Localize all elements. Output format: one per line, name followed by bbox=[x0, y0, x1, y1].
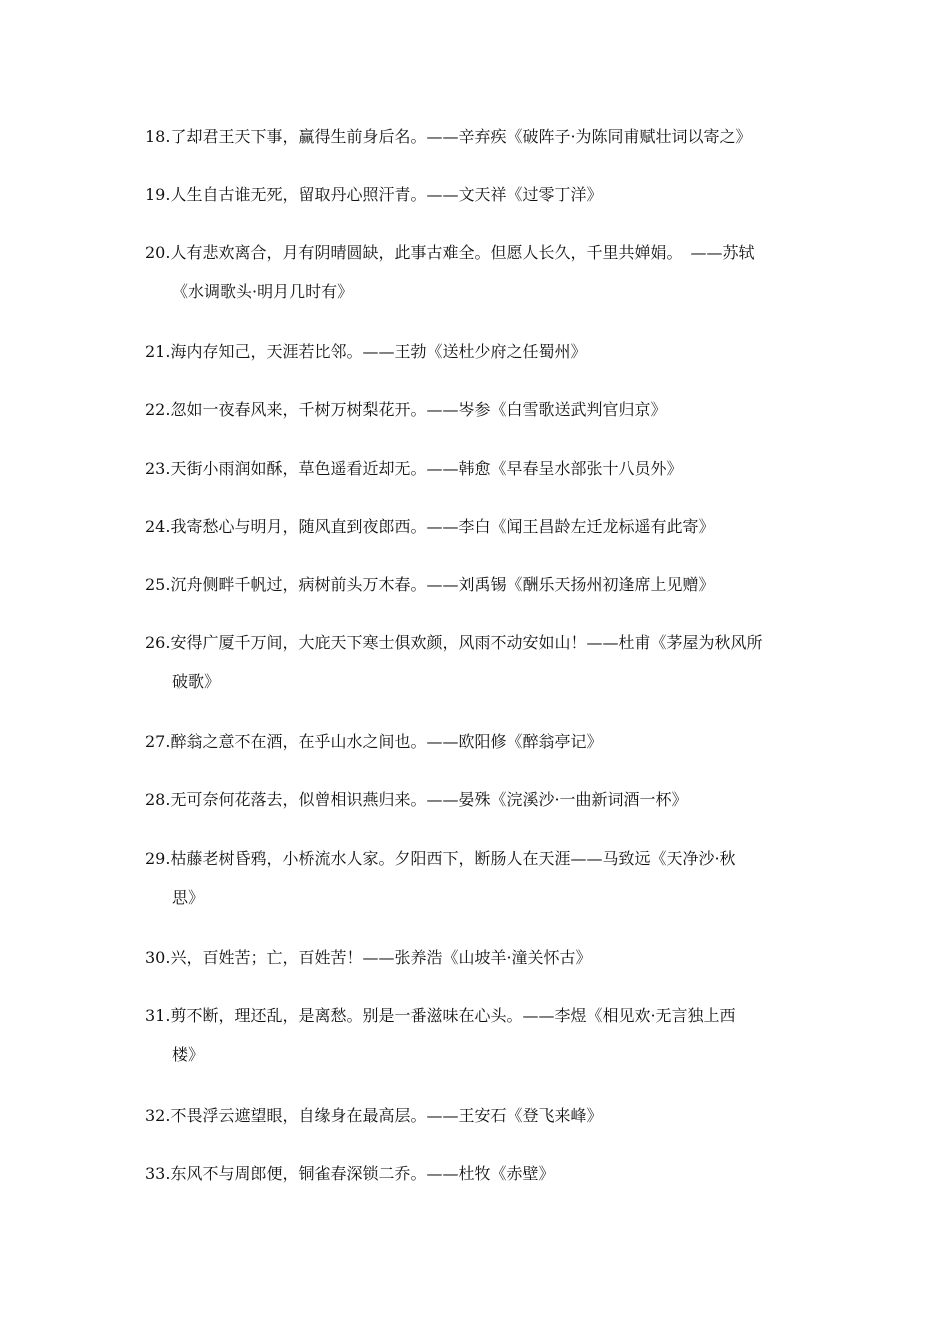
item-text: 人有悲欢离合，月有阴晴圆缺，此事古难全。但愿人长久，千里共婵娟。 ——苏轼 bbox=[170, 243, 755, 262]
item-text: 枯藤老树昏鸦，小桥流水人家。夕阳西下，断肠人在天涯——马致远《天净沙·秋 bbox=[170, 849, 736, 868]
item-number: 30. bbox=[145, 948, 171, 967]
item-text: 海内存知己，天涯若比邻。——王勃《送杜少府之任蜀州》 bbox=[170, 342, 587, 361]
poem-item-31 bbox=[145, 1001, 810, 1070]
poem-item-27 bbox=[145, 727, 810, 757]
poem-item-32 bbox=[145, 1101, 810, 1131]
item-number: 27. bbox=[145, 732, 171, 751]
poem-item-33 bbox=[145, 1159, 810, 1189]
item-number: 29. bbox=[145, 849, 171, 868]
poem-item-26 bbox=[145, 628, 810, 697]
poem-item-19 bbox=[145, 180, 810, 210]
poem-item-25 bbox=[145, 570, 810, 600]
item-text-continuation: 楼》 bbox=[172, 1045, 205, 1064]
item-text: 安得广厦千万间，大庇天下寒士俱欢颜，风雨不动安如山！——杜甫《茅屋为秋风所 bbox=[170, 633, 763, 652]
poem-item-23 bbox=[145, 454, 810, 484]
poem-item-29 bbox=[145, 844, 810, 913]
item-number: 19. bbox=[145, 185, 171, 204]
poem-item-21 bbox=[145, 337, 810, 367]
item-number: 24. bbox=[145, 517, 171, 536]
poem-item-24 bbox=[145, 512, 810, 542]
item-number: 26. bbox=[145, 633, 171, 652]
item-number: 25. bbox=[145, 575, 171, 594]
item-text: 醉翁之意不在酒，在乎山水之间也。——欧阳修《醉翁亭记》 bbox=[170, 732, 603, 751]
item-text-continuation: 思》 bbox=[172, 888, 205, 907]
item-number: 33. bbox=[145, 1164, 171, 1183]
item-number: 20. bbox=[145, 243, 171, 262]
item-number: 22. bbox=[145, 400, 171, 419]
poem-item-30 bbox=[145, 943, 810, 973]
item-text: 无可奈何花落去，似曾相识燕归来。——晏殊《浣溪沙·一曲新词酒一杯》 bbox=[170, 790, 688, 809]
item-number: 23. bbox=[145, 459, 171, 478]
item-text: 天街小雨润如酥，草色遥看近却无。——韩愈《早春呈水部张十八员外》 bbox=[170, 459, 683, 478]
poem-item-18 bbox=[145, 122, 810, 152]
item-text: 兴，百姓苦；亡，百姓苦！——张养浩《山坡羊·潼关怀古》 bbox=[170, 948, 592, 967]
item-text: 沉舟侧畔千帆过，病树前头万木春。——刘禹锡《酬乐天扬州初逢席上见赠》 bbox=[170, 575, 715, 594]
item-text: 人生自古谁无死，留取丹心照汗青。——文天祥《过零丁洋》 bbox=[170, 185, 603, 204]
item-number: 28. bbox=[145, 790, 171, 809]
item-text-continuation: 破歌》 bbox=[172, 672, 221, 691]
item-text: 不畏浮云遮望眼，自缘身在最高层。——王安石《登飞来峰》 bbox=[170, 1106, 603, 1125]
item-number: 21. bbox=[145, 342, 171, 361]
poem-item-22 bbox=[145, 395, 810, 425]
item-text: 东风不与周郎便，铜雀春深锁二乔。——杜牧《赤壁》 bbox=[170, 1164, 555, 1183]
item-text: 了却君王天下事，赢得生前身后名。——辛弃疾《破阵子·为陈同甫赋壮词以寄之》 bbox=[170, 127, 752, 146]
poem-item-20 bbox=[145, 238, 810, 307]
item-text: 剪不断，理还乱，是离愁。别是一番滋味在心头。——李煜《相见欢·无言独上西 bbox=[170, 1006, 736, 1025]
item-text-continuation: 《水调歌头·明月几时有》 bbox=[172, 282, 354, 301]
item-number: 31. bbox=[145, 1006, 171, 1025]
item-number: 32. bbox=[145, 1106, 171, 1125]
item-number: 18. bbox=[145, 127, 171, 146]
item-text: 忽如一夜春风来，千树万树梨花开。——岑参《白雪歌送武判官归京》 bbox=[170, 400, 667, 419]
poem-item-28 bbox=[145, 785, 810, 815]
item-text: 我寄愁心与明月，随风直到夜郎西。——李白《闻王昌龄左迁龙标遥有此寄》 bbox=[170, 517, 715, 536]
